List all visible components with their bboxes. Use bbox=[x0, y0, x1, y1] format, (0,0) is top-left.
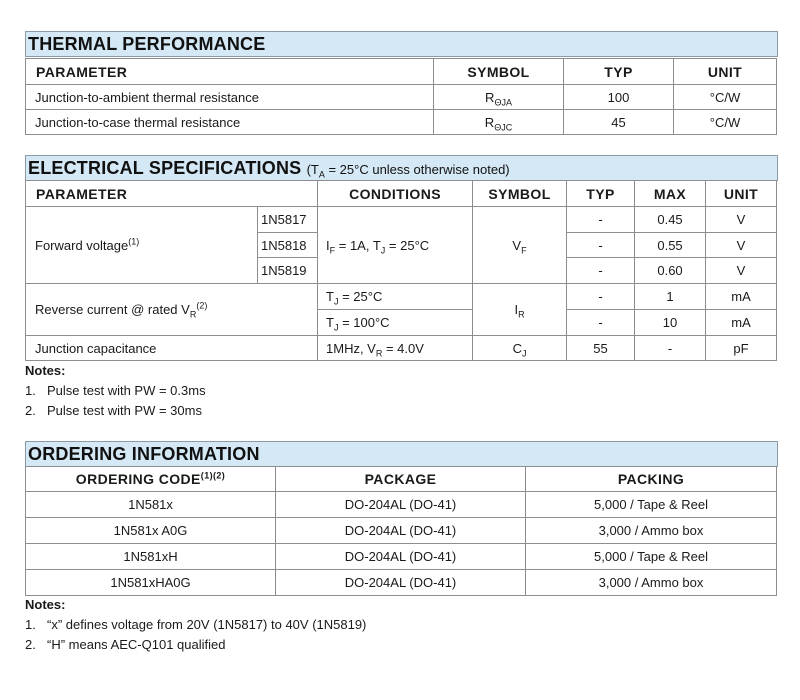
ordering-header-packing: PACKING bbox=[526, 467, 777, 492]
package: DO-204AL (DO-41) bbox=[276, 492, 526, 518]
table-row bbox=[26, 284, 777, 310]
note-item: 2. “H” means AEC-Q101 qualified bbox=[25, 637, 226, 652]
reverse-symbol: $I_R$ bbox=[473, 284, 567, 336]
thermal-parameter: Junction-to-ambient thermal resistance bbox=[26, 85, 434, 110]
ordering-code: 1N581xHA0G bbox=[26, 570, 276, 596]
capacitance-condition: 1MHz, $V_R = 4.0V$ bbox=[318, 336, 473, 361]
typ-value: - bbox=[567, 310, 635, 336]
electrical-header-conditions: CONDITIONS bbox=[318, 181, 473, 207]
thermal-typ: 45 bbox=[564, 110, 674, 135]
typ-value: - bbox=[567, 233, 635, 258]
thermal-header-typ: TYP bbox=[564, 59, 674, 85]
ordering-header-code: ORDERING $CODE^{(1)(2)}$ bbox=[26, 467, 276, 492]
max-value: 0.60 bbox=[635, 258, 706, 284]
table-row bbox=[26, 207, 777, 233]
reverse-current-label: Reverse current @ rated $V_R^{(2)}$ bbox=[26, 284, 318, 336]
unit-value: V bbox=[706, 233, 777, 258]
typ-value: - bbox=[567, 284, 635, 310]
electrical-table bbox=[25, 180, 777, 361]
note-item: 2. Pulse test with PW = 30ms bbox=[25, 403, 202, 418]
typ-value: - bbox=[567, 258, 635, 284]
package: DO-204AL (DO-41) bbox=[276, 544, 526, 570]
electrical-header-unit: UNIT bbox=[706, 181, 777, 207]
note-item: 1. “x” defines voltage from 20V (1N5817) to 40V (1N5819) bbox=[25, 617, 367, 632]
ordering-code: 1N581x A0G bbox=[26, 518, 276, 544]
ordering-code: 1N581x bbox=[26, 492, 276, 518]
max-value: - bbox=[635, 336, 706, 361]
thermal-symbol: $R_{\Theta JA}$ bbox=[434, 85, 564, 110]
thermal-header-unit: UNIT bbox=[674, 59, 777, 85]
capacitance-label: Junction capacitance bbox=[26, 336, 318, 361]
table-row bbox=[26, 518, 777, 544]
table-row bbox=[26, 336, 777, 361]
electrical-notes bbox=[25, 361, 206, 421]
thermal-header-parameter: PARAMETER bbox=[26, 59, 434, 85]
part-number: 1N5817 bbox=[258, 207, 318, 233]
note-item: 1. Pulse test with PW = 0.3ms bbox=[25, 383, 206, 398]
forward-condition: $I_F = 1A$, $T_J = 25^\circ C$ bbox=[318, 207, 473, 284]
unit-value: pF bbox=[706, 336, 777, 361]
ordering-table bbox=[25, 466, 777, 596]
forward-voltage-label: Forward voltage$^{(1)}$ bbox=[26, 207, 258, 284]
max-value: 0.55 bbox=[635, 233, 706, 258]
electrical-title: ELECTRICAL SPECIFICATIONS ($T_A = 25^\circ C$ unless otherwise noted) bbox=[25, 155, 778, 181]
thermal-typ: 100 bbox=[564, 85, 674, 110]
ordering-notes bbox=[25, 595, 366, 655]
electrical-header-typ: TYP bbox=[567, 181, 635, 207]
electrical-condition-note: ($T_A = 25^\circ C$ unless otherwise noted) bbox=[306, 162, 510, 180]
packing: 5,000 / Tape & Reel bbox=[526, 544, 777, 570]
table-row bbox=[26, 570, 777, 596]
thermal-title: THERMAL PERFORMANCE bbox=[25, 31, 778, 57]
typ-value: - bbox=[567, 207, 635, 233]
electrical-header-parameter: PARAMETER bbox=[26, 181, 318, 207]
package: DO-204AL (DO-41) bbox=[276, 518, 526, 544]
reverse-condition: $T_J = 100^\circ C$ bbox=[318, 310, 473, 336]
table-row bbox=[26, 492, 777, 518]
thermal-parameter: Junction-to-case thermal resistance bbox=[26, 110, 434, 135]
electrical-header-max: MAX bbox=[635, 181, 706, 207]
ordering-header-package: PACKAGE bbox=[276, 467, 526, 492]
ordering-title: ORDERING INFORMATION bbox=[25, 441, 778, 467]
table-row bbox=[26, 544, 777, 570]
typ-value: 55 bbox=[567, 336, 635, 361]
max-value: 0.45 bbox=[635, 207, 706, 233]
thermal-header-symbol: SYMBOL bbox=[434, 59, 564, 85]
capacitance-symbol: $C_J$ bbox=[473, 336, 567, 361]
reverse-condition: $T_J = 25^\circ C$ bbox=[318, 284, 473, 310]
package: DO-204AL (DO-41) bbox=[276, 570, 526, 596]
max-value: 10 bbox=[635, 310, 706, 336]
part-number: 1N5818 bbox=[258, 233, 318, 258]
forward-symbol: $V_F$ bbox=[473, 207, 567, 284]
thermal-unit: °C/W bbox=[674, 110, 777, 135]
thermal-table bbox=[25, 58, 777, 135]
unit-value: V bbox=[706, 258, 777, 284]
packing: 3,000 / Ammo box bbox=[526, 518, 777, 544]
packing: 3,000 / Ammo box bbox=[526, 570, 777, 596]
notes-title: Notes: bbox=[25, 363, 66, 378]
part-number: 1N5819 bbox=[258, 258, 318, 284]
thermal-symbol: $R_{\Theta JC}$ bbox=[434, 110, 564, 135]
electrical-header-symbol: SYMBOL bbox=[473, 181, 567, 207]
unit-value: mA bbox=[706, 310, 777, 336]
packing: 5,000 / Tape & Reel bbox=[526, 492, 777, 518]
max-value: 1 bbox=[635, 284, 706, 310]
unit-value: mA bbox=[706, 284, 777, 310]
ordering-code: 1N581xH bbox=[26, 544, 276, 570]
table-row bbox=[26, 110, 777, 135]
table-row bbox=[26, 85, 777, 110]
unit-value: V bbox=[706, 207, 777, 233]
notes-title: Notes: bbox=[25, 597, 66, 612]
thermal-unit: °C/W bbox=[674, 85, 777, 110]
